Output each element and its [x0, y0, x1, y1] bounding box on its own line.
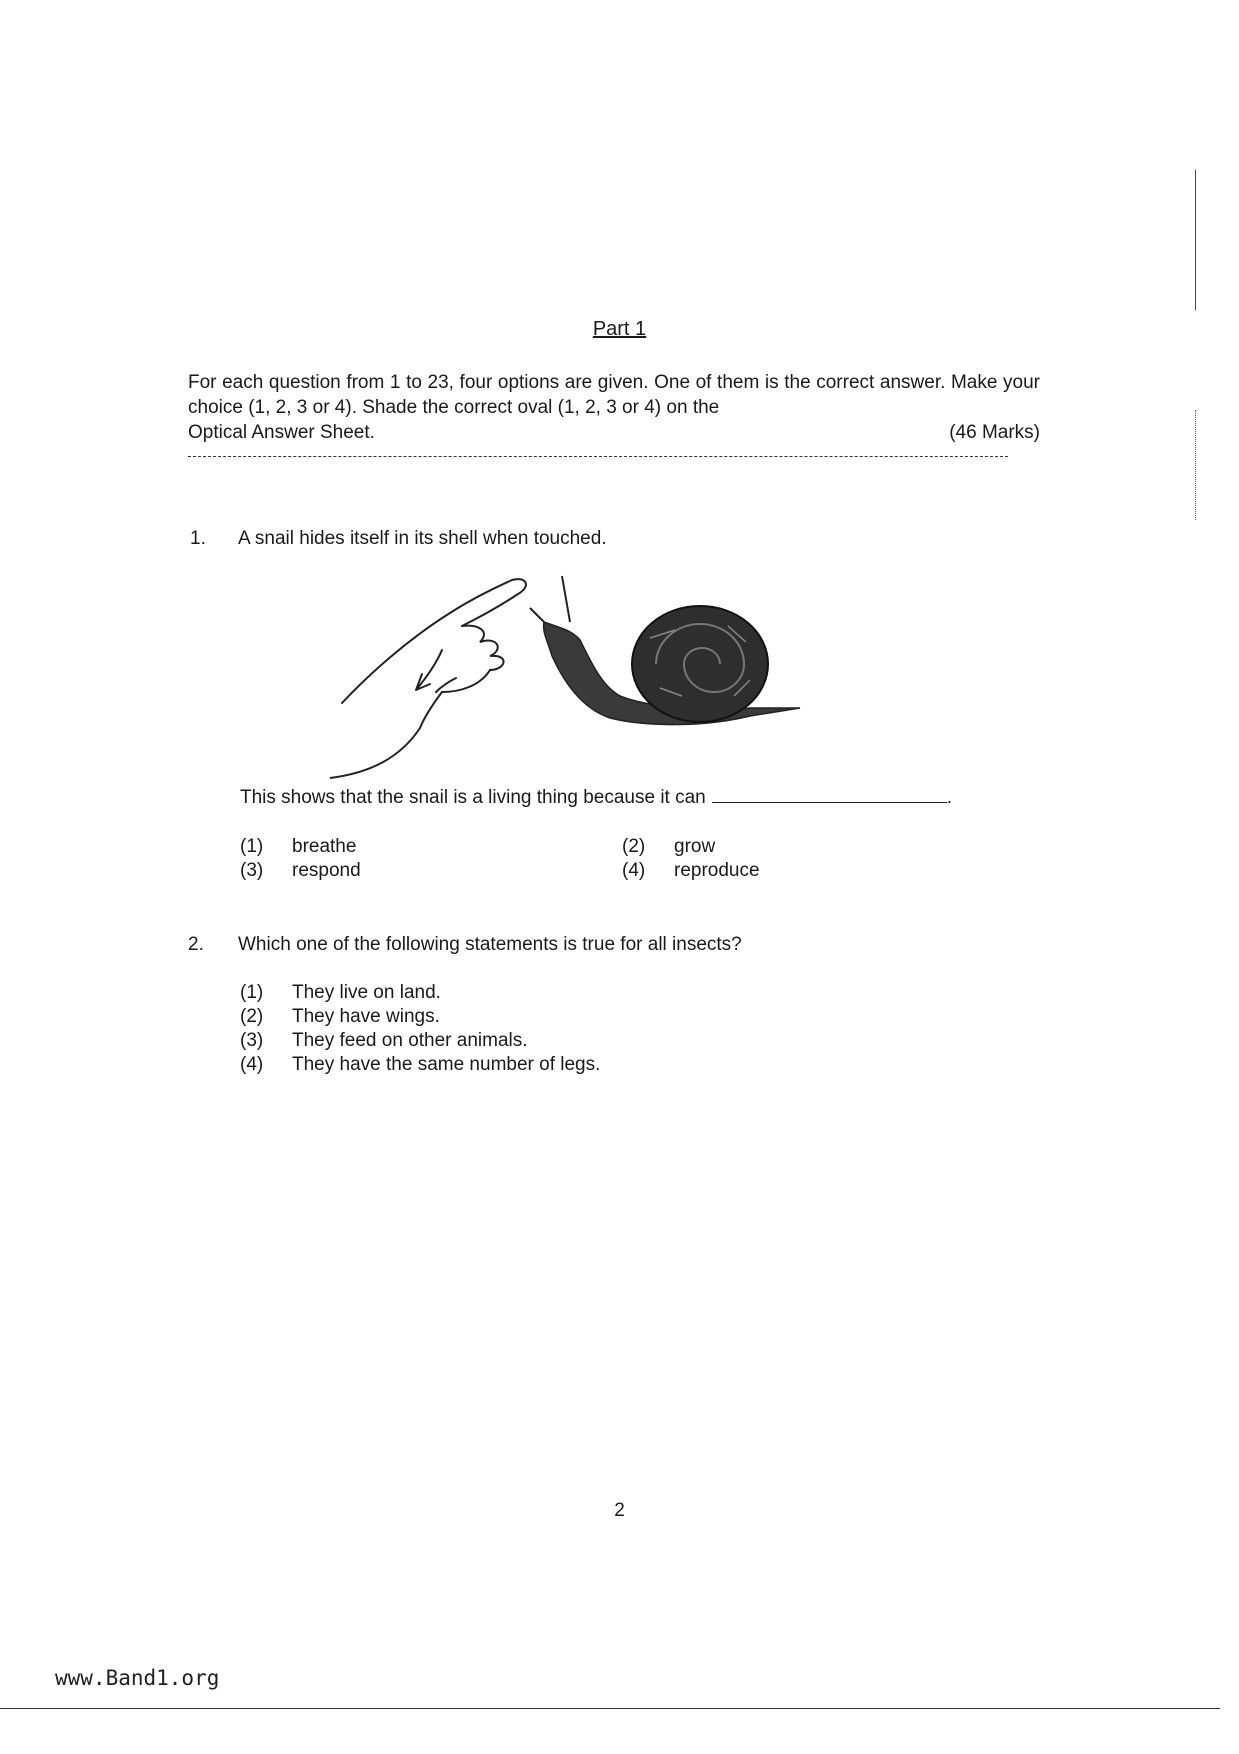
marks-label: (46 Marks): [949, 422, 1040, 443]
option-item: (2) They have wings.: [240, 1006, 440, 1027]
page-number: 2: [614, 1500, 625, 1521]
hand-drawing: [330, 579, 526, 778]
question-number: 2.: [188, 934, 204, 955]
snail-finger-illustration: [330, 568, 850, 788]
option-item: (1) They live on land.: [240, 982, 441, 1003]
question-number: 1.: [190, 528, 206, 549]
option-item: (3) They feed on other animals.: [240, 1030, 528, 1051]
instructions-last-line: [188, 420, 1040, 445]
question-text: Which one of the following statements is true for all insects?: [238, 934, 742, 955]
option-item: (1) breathe: [240, 836, 357, 857]
question-text: A snail hides itself in its shell when touched.: [238, 528, 607, 549]
option-item: (4) They have the same number of legs.: [240, 1054, 601, 1075]
footer-divider: [0, 1708, 1220, 1709]
footer-url: www.Band1.org: [55, 1666, 220, 1690]
answer-blank: [712, 786, 947, 803]
part-title: Part 1: [592, 318, 647, 340]
divider: [188, 456, 1008, 457]
option-item: (2) grow: [622, 836, 716, 857]
snail-drawing: [530, 576, 800, 725]
instructions-text: For each question from 1 to 23, four options are given. One of them is the correct answer. Make your choice (1, 2, 3 or 4). Shade the correct oval (1, 2, 3 or 4) on the: [188, 372, 1040, 418]
instructions: [188, 370, 1040, 445]
margin-line: [1195, 410, 1196, 520]
answer-sheet-label: Optical Answer Sheet.: [188, 422, 375, 443]
question-prompt: This shows that the snail is a living thing because it can .: [240, 787, 953, 808]
option-item: (3) respond: [240, 860, 361, 881]
margin-line: [1195, 170, 1196, 310]
option-item: (4) reproduce: [622, 860, 760, 881]
